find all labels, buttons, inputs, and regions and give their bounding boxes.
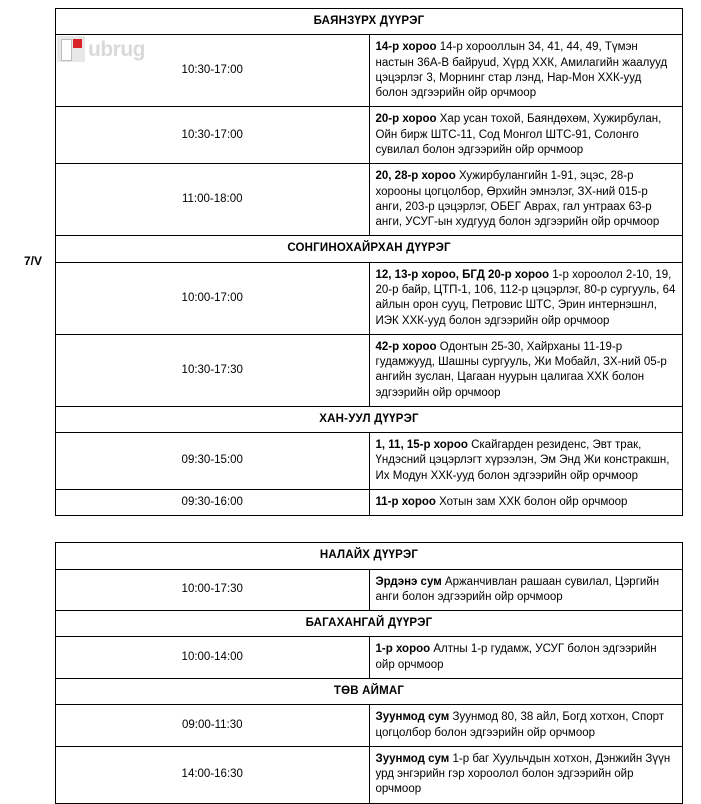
schedule-table xyxy=(55,542,683,803)
outage-time: 09:00-11:30 xyxy=(56,705,370,747)
outage-time: 10:00-17:30 xyxy=(56,569,370,611)
block-gap xyxy=(0,516,701,542)
outage-time: 09:30-16:00 xyxy=(56,490,370,516)
area-khoroo-label: 12, 13-р хороо, БГД 20-р хороо xyxy=(375,268,550,281)
outage-time: 09:30-15:00 xyxy=(56,433,370,490)
area-khoroo-label: Зуунмод сум xyxy=(375,752,450,765)
table-row xyxy=(56,262,683,334)
area-khoroo-label: 20, 28-р хороо xyxy=(375,170,456,183)
outage-area-description xyxy=(369,164,683,236)
area-khoroo-label: Эрдэнэ сум xyxy=(375,575,442,588)
outage-area-description xyxy=(369,490,683,516)
schedule-blocks xyxy=(0,8,701,804)
area-detail-text: Алтны 1-р гудамж, УСУГ болон эдгээрийн ойр орчмоор xyxy=(375,643,657,671)
district-header-row xyxy=(56,236,683,262)
district-name: ХАН-УУЛ ДҮҮРЭГ xyxy=(56,406,683,432)
area-detail-text: Скайгарден резиденс, Эвт трак, Үндэсний цэцэрлэгт хүрээлэн, Эм Энд Жи констракшн, Их Модун ХХК-ууд болон эдгээрийн ойр орчмоор xyxy=(375,439,670,482)
table-row xyxy=(56,705,683,747)
publisher-logo xyxy=(57,36,145,62)
district-header-row xyxy=(56,9,683,35)
outage-area-description xyxy=(369,705,683,747)
table-row xyxy=(56,569,683,611)
district-name: НАЛАЙХ ДҮҮРЭГ xyxy=(56,543,683,569)
table-row xyxy=(56,490,683,516)
outage-time: 10:00-17:00 xyxy=(56,262,370,334)
area-detail-text: Одонтын 25-30, Хайрханы 11-19-р гудамжууд, Шашны сургууль, Жи Мобайл, ЗХ-ний 05-р ангийн зуслан, Цагаан нуурын цалигаа ХХК болон эдгээрийн ойр орчмоор xyxy=(375,340,667,399)
outage-time: 10:30-17:00 xyxy=(56,107,370,164)
table-row xyxy=(56,433,683,490)
outage-time: 10:30-17:30 xyxy=(56,334,370,406)
area-khoroo-label: 42-р хороо xyxy=(375,340,437,353)
table-row xyxy=(56,35,683,107)
area-detail-text: 1-р баг Хуульчдын хотхон, Дэнжийн Зүүн урд энгэрийн гэр хороолол болон эдгээрийн ойр орчмоор xyxy=(375,752,671,796)
outage-time: 14:00-16:30 xyxy=(56,746,370,803)
district-header-row xyxy=(56,543,683,569)
outage-area-description xyxy=(369,334,683,406)
area-detail-text: Аржанчивлан рашаан сувилал, Цэргийн анги болон эдгээрийн ойр орчмоор xyxy=(375,575,660,603)
area-detail-text: Зуунмод 80, 38 айл, Богд хотхон, Спорт цогцолбор болон эдгээрийн ойр орчмоор xyxy=(375,711,665,739)
outage-area-description xyxy=(369,569,683,611)
outage-area-description xyxy=(369,746,683,803)
outage-area-description xyxy=(369,107,683,164)
area-detail-text: Хужирбулангийн 1-91, эцэс, 28-р хорооны цогцолбор, Өрхийн эмнэлэг, ЗХ-ний 015-р анги, 203-р цэцэрлэг, ОБЕГ Аврах, гал унтраах 63-р анги, УСУГ-ын худгууд болон эдгээрийн ойр орчмоор xyxy=(375,170,660,229)
outage-time: 10:00-14:00 xyxy=(56,637,370,679)
district-header-row xyxy=(56,406,683,432)
area-khoroo-label: 14-р хороо xyxy=(375,41,437,54)
schedule-table xyxy=(55,8,683,516)
area-khoroo-label: 1, 11, 15-р хороо xyxy=(375,439,468,452)
table-row xyxy=(56,637,683,679)
outage-area-description xyxy=(369,433,683,490)
table-row xyxy=(56,746,683,803)
district-name: ТӨВ АЙМАГ xyxy=(56,679,683,705)
area-khoroo-label: 11-р хороо xyxy=(375,496,436,509)
outage-time: 10:30-17:00 xyxy=(56,35,370,107)
outage-area-description xyxy=(369,637,683,679)
outage-area-description xyxy=(369,35,683,107)
logo-text: ubrug xyxy=(88,37,145,61)
table-row xyxy=(56,107,683,164)
area-khoroo-label: 1-р хороо xyxy=(375,643,431,656)
outage-time: 11:00-18:00 xyxy=(56,164,370,236)
area-khoroo-label: Зуунмод сум xyxy=(375,711,450,724)
top-spacer xyxy=(0,0,701,8)
outage-area-description xyxy=(369,262,683,334)
area-detail-text: Хотын зам ХХК болон ойр орчмоор xyxy=(439,496,628,509)
district-name: БАГАХАНГАЙ ДҮҮРЭГ xyxy=(56,611,683,637)
district-name: БАЯНЗҮРХ ДҮҮРЭГ xyxy=(56,9,683,35)
table-row xyxy=(56,164,683,236)
area-detail-text: Хар усан тохой, Баяндөхөм, Хужирбулан, Ойн бирж ШТС-11, Сод Монгол ШТС-91, Солонго сувилал болон эдгээрийн ойр орчмоор xyxy=(375,113,662,156)
district-header-row xyxy=(56,679,683,705)
day-label: 7/V xyxy=(24,254,43,269)
district-name: СОНГИНОХАЙРХАН ДҮҮРЭГ xyxy=(56,236,683,262)
area-detail-text: 1-р хороолол 2-10, 19, 20-р байр, ЦТП-1, 106, 112-р цэцэрлэг, 80-р сургууль, 64 айлын орон сууц, Петровис ШТС, Эрин интернэшнл, ИЭК ХХК-ууд болон эдгээрийн ойр орчмоор xyxy=(375,268,676,327)
table-row xyxy=(56,334,683,406)
area-detail-text: 14-р хорооллын 34, 41, 44, 49, Түмэн настын 36А-В байруud, Хүрд ХХК, Амилагийн жаалууд цэцэрлэг 3, Морнинг стар лэнд, Нар-Мон ХХК-ууд болон эдгээрийн ойр орчмоор xyxy=(375,41,668,100)
area-khoroo-label: 20-р хороо xyxy=(375,113,437,126)
newspaper-icon xyxy=(57,36,85,62)
district-header-row xyxy=(56,611,683,637)
